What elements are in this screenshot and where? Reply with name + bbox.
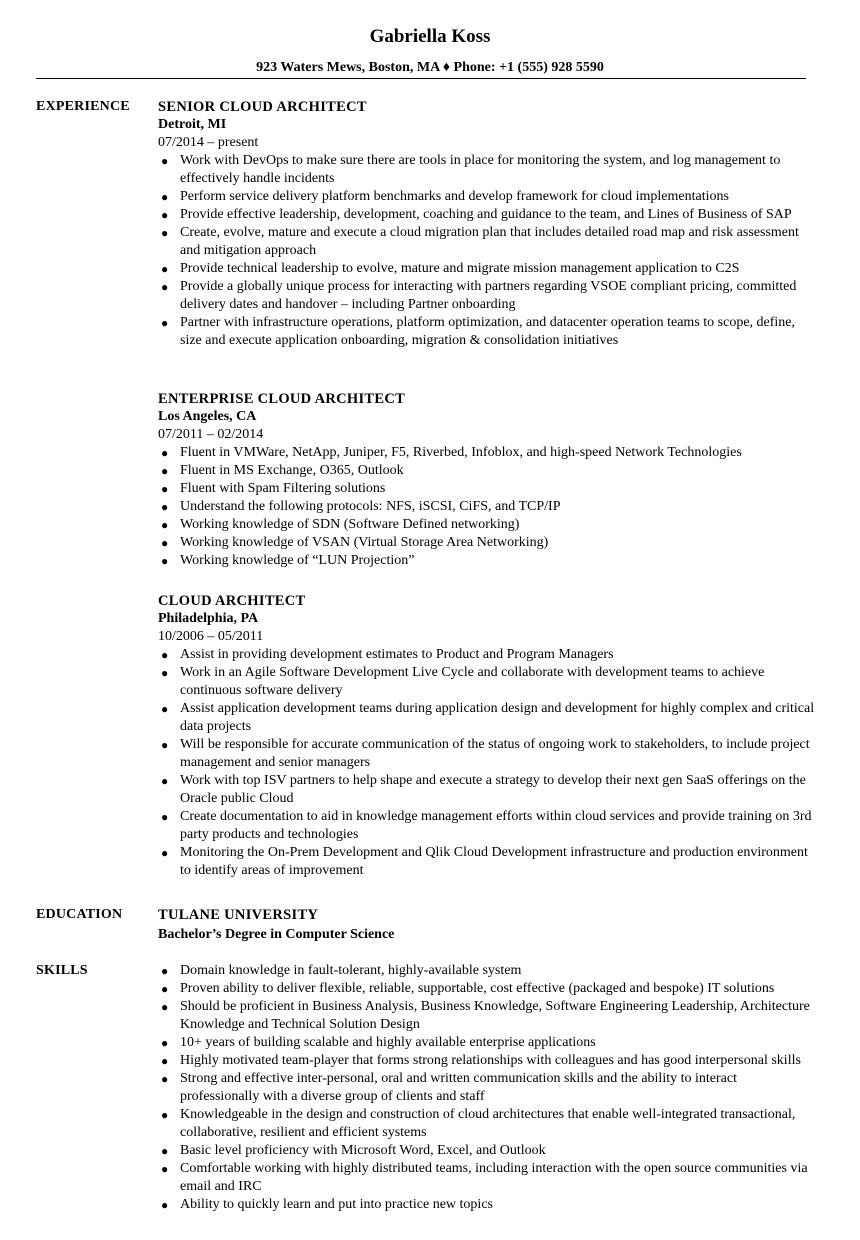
bullet-icon: ● [161,1000,169,1014]
bullet-icon: ● [161,982,169,996]
bullet-icon: ● [161,446,169,460]
list-item: ● Ability to quickly learn and put into practice new topics [161,1197,493,1212]
job-dates: 07/2011 – 02/2014 [158,427,264,442]
bullet-icon: ● [161,1162,169,1176]
degree: Bachelor’s Degree in Computer Science [158,927,395,942]
list-item: ● Domain knowledge in fault-tolerant, highly-available system [161,963,522,978]
bullet-icon: ● [161,1072,169,1086]
school-name: TULANE UNIVERSITY [158,907,319,923]
job-dates: 07/2014 – present [158,135,259,150]
bullet-icon: ● [161,464,169,478]
list-item: ● 10+ years of building scalable and highly available enterprise applications [161,1035,596,1050]
list-item: ● Strong and effective inter-personal, oral and written communication skills and the ability to interact professionally with a diverse group of clients and staff [161,1071,737,1104]
education-entry [158,906,818,944]
bullet-icon: ● [161,1144,169,1158]
bullet-icon: ● [161,810,169,824]
bullet-icon: ● [161,1108,169,1122]
bullet-icon: ● [161,482,169,496]
list-item: ● Work with top ISV partners to help shape and execute a strategy to develop their next gen SaaS offerings on the Oracle public Cloud [161,773,806,806]
bullet-icon: ● [161,648,169,662]
bullet-icon: ● [161,316,169,330]
job-bullets [158,152,818,350]
list-item: ● Partner with infrastructure operations, platform optimization, and datacenter operation teams to scope, define, size and execute application onboarding, migration & consolidation initiatives [161,315,796,348]
list-item: ● Assist in providing development estimates to Product and Program Managers [161,647,614,662]
job-cloud-architect [158,592,818,880]
job-bullets [158,646,818,880]
bullet-icon: ● [161,208,169,222]
job-location: Philadelphia, PA [158,611,259,626]
list-item: ● Will be responsible for accurate communication of the status of ongoing work to stakeholders, to include project management and senior managers [161,737,810,770]
bullet-icon: ● [161,554,169,568]
skills-bullets [158,962,818,1214]
list-item: ● Perform service delivery platform benchmarks and develop framework for cloud implementations [161,189,729,204]
job-dates: 10/2006 – 05/2011 [158,629,264,644]
bullet-icon: ● [161,226,169,240]
list-item: ● Monitoring the On-Prem Development and Qlik Cloud Development infrastructure and production environment to identify areas of improvement [161,845,808,878]
bullet-icon: ● [161,262,169,276]
experience-label: EXPERIENCE [36,99,130,114]
list-item: ● Assist application development teams during application design and development for highly complex and critical data projects [161,701,815,734]
list-item: ● Create documentation to aid in knowledge management efforts within cloud services and provide training on 3rd party products and technologies [161,809,812,842]
bullet-icon: ● [161,190,169,204]
job-title: CLOUD ARCHITECT [158,593,306,609]
bullet-icon: ● [161,500,169,514]
contact-line: 923 Waters Mews, Boston, MA ♦ Phone: +1 (555) 928 5590 [256,60,604,75]
bullet-icon: ● [161,738,169,752]
list-item: ● Working knowledge of SDN (Software Defined networking) [161,517,520,532]
bullet-icon: ● [161,280,169,294]
list-item: ● Fluent with Spam Filtering solutions [161,481,386,496]
bullet-icon: ● [161,1054,169,1068]
job-location: Detroit, MI [158,117,227,132]
list-item: ● Provide effective leadership, development, coaching and guidance to the team, and Lines of Business of SAP [161,207,792,222]
job-bullets [158,444,818,570]
list-item: ● Create, evolve, mature and execute a cloud migration plan that includes detailed road map and risk assessment and mitigation approach [161,225,799,258]
list-item: ● Working knowledge of “LUN Projection” [161,553,415,568]
list-item: ● Should be proficient in Business Analysis, Business Knowledge, Software Engineering Leadership, Architecture Knowledge and Technical Solution Design [161,999,810,1032]
list-item: ● Highly motivated team-player that forms strong relationships with colleagues and has good interpersonal skills [161,1053,801,1068]
bullet-icon: ● [161,964,169,978]
bullet-icon: ● [161,702,169,716]
job-senior-cloud-architect [158,98,818,350]
bullet-icon: ● [161,666,169,680]
list-item: ● Proven ability to deliver flexible, reliable, supportable, cost effective (packaged and bespoke) IT solutions [161,981,775,996]
bullet-icon: ● [161,846,169,860]
bullet-icon: ● [161,1198,169,1212]
bullet-icon: ● [161,518,169,532]
header-divider [36,78,806,79]
list-item: ● Provide technical leadership to evolve, mature and migrate mission management application to C2S [161,261,740,276]
list-item: ● Working knowledge of VSAN (Virtual Storage Area Networking) [161,535,549,550]
list-item: ● Fluent in MS Exchange, O365, Outlook [161,463,404,478]
list-item: ● Provide a globally unique process for interacting with partners regarding VSOE compliant pricing, committed delivery dates and handover – including Partner onboarding [161,279,797,312]
bullet-icon: ● [161,1036,169,1050]
bullet-icon: ● [161,774,169,788]
list-item: ● Knowledgeable in the design and construction of cloud architectures that enable well-integrated transactional, collaborative, resilient and efficient systems [161,1107,796,1140]
list-item: ● Comfortable working with highly distributed teams, including interaction with the open source communities via email and IRC [161,1161,808,1194]
list-item: ● Understand the following protocols: NFS, iSCSI, CiFS, and TCP/IP [161,499,561,514]
job-location: Los Angeles, CA [158,409,257,424]
job-title: ENTERPRISE CLOUD ARCHITECT [158,391,406,407]
skills-list [158,962,818,1214]
education-label: EDUCATION [36,907,123,922]
bullet-icon: ● [161,154,169,168]
job-enterprise-cloud-architect [158,390,818,570]
job-title: SENIOR CLOUD ARCHITECT [158,99,367,115]
list-item: ● Work with DevOps to make sure there are tools in place for monitoring the system, and log management to effectively handle incidents [161,153,781,186]
list-item: ● Work in an Agile Software Development Live Cycle and collaborate with development teams to achieve continuous software delivery [161,665,765,698]
list-item: ● Fluent in VMWare, NetApp, Juniper, F5, Riverbed, Infoblox, and high-speed Network Technologies [161,445,742,460]
bullet-icon: ● [161,536,169,550]
skills-label: SKILLS [36,963,88,978]
list-item: ● Basic level proficiency with Microsoft Word, Excel, and Outlook [161,1143,546,1158]
candidate-name: Gabriella Koss [369,26,491,47]
